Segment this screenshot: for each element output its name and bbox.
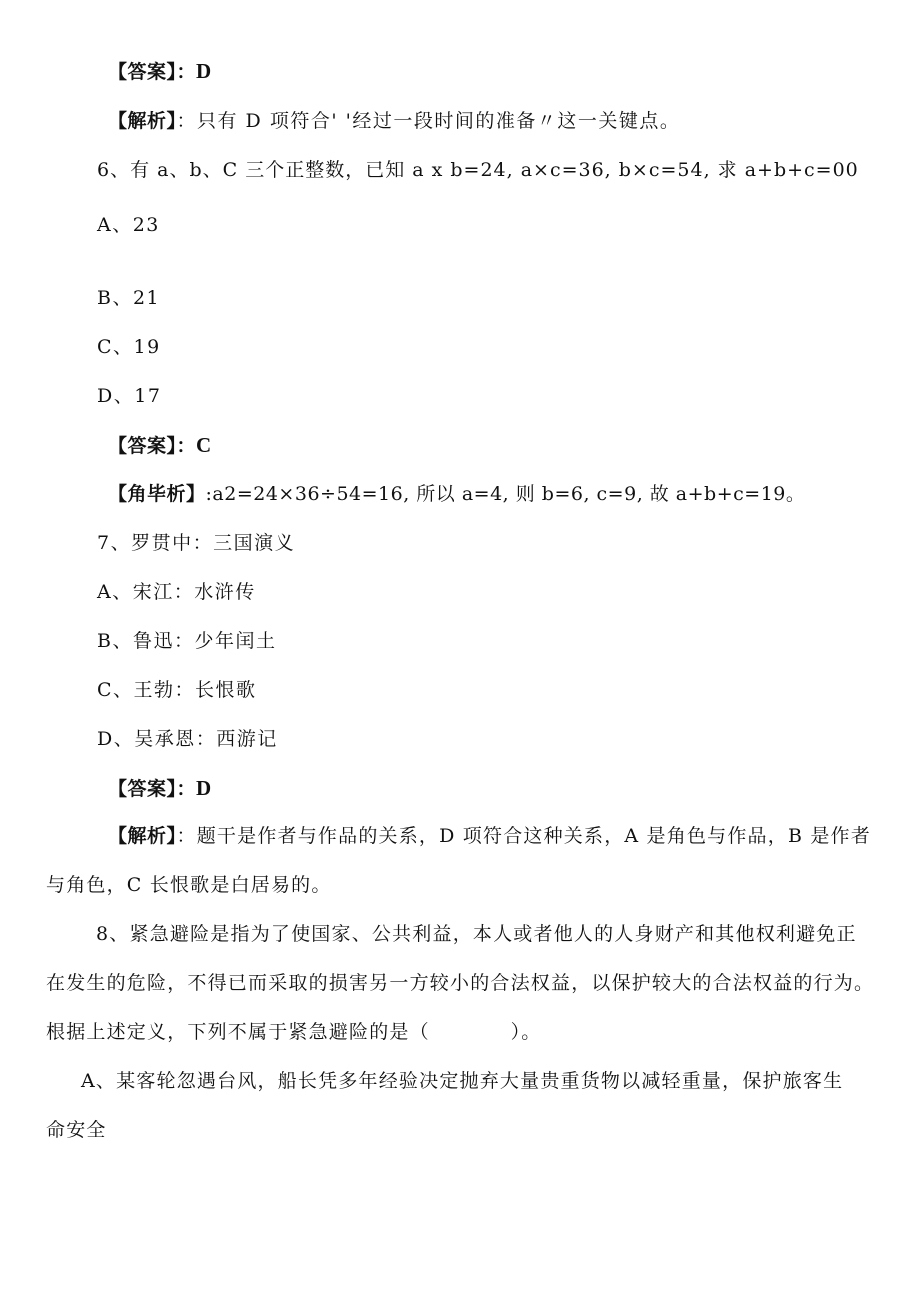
answer-label: 【答案】： xyxy=(108,778,197,800)
q7-analysis xyxy=(46,812,876,910)
analysis-text: ：题干是作者与作品的关系，D 项符合这种关系，A 是角色与作品，B 是作者与角色，C 长恨歌是白居易的。 xyxy=(46,825,871,896)
q7-answer xyxy=(108,775,213,802)
q6-answer xyxy=(108,432,213,459)
q6-option-b: B、21 xyxy=(97,287,161,309)
q6-stem: 6、有 a、b、C 三个正整数，已知 a x b=24, a×c=36, b×c=54, 求 a+b+c=00 xyxy=(97,159,859,181)
q6-option-d: D、17 xyxy=(97,385,162,407)
answer-value: C xyxy=(196,433,213,457)
q8-option-a: A、某客轮忽遇台风，船长凭多年经验决定抛弃大量贵重货物以减轻重量，保护旅客生命安全 xyxy=(46,1070,844,1141)
q8-stem: 8、紧急避险是指为了使国家、公共利益，本人或者他人的人身财产和其他权利避免正在发生的危险，不得已而采取的损害另一方较小的合法权益，以保护较大的合法权益的行为。根据上述定义，下列不属于紧急避险的是（ ）。 xyxy=(46,923,875,1043)
q7-stem: 7、罗贯中：三国演义 xyxy=(97,532,296,554)
analysis-label: 【解析】 xyxy=(108,110,177,132)
answer-label: 【答案】： xyxy=(108,61,197,83)
answer-label: 【答案】： xyxy=(108,435,197,457)
q6-option-a: A、23 xyxy=(97,214,160,236)
q7-option-c: C、王勃：长恨歌 xyxy=(97,679,257,701)
answer-value: D xyxy=(196,776,213,800)
q6-option-c: C、19 xyxy=(97,336,161,358)
analysis-text: :a2=24×36÷54=16, 所以 a=4, 则 b=6, c=9, 故 a+b+c=19。 xyxy=(205,483,806,505)
analysis-label: 【解析】 xyxy=(108,825,177,847)
q5-analysis xyxy=(108,108,680,134)
analysis-label: 【角毕析】 xyxy=(108,483,206,505)
q7-option-b: B、鲁迅：少年闰土 xyxy=(97,630,277,652)
q6-analysis xyxy=(108,481,805,507)
q7-option-d: D、吴承恩：西游记 xyxy=(97,728,278,750)
analysis-text: ：只有 D 项符合' '经过一段时间的准备〃这一关键点。 xyxy=(176,110,681,132)
q7-option-a: A、宋江：水浒传 xyxy=(97,581,256,603)
q5-answer xyxy=(108,58,213,85)
answer-value: D xyxy=(196,59,213,83)
